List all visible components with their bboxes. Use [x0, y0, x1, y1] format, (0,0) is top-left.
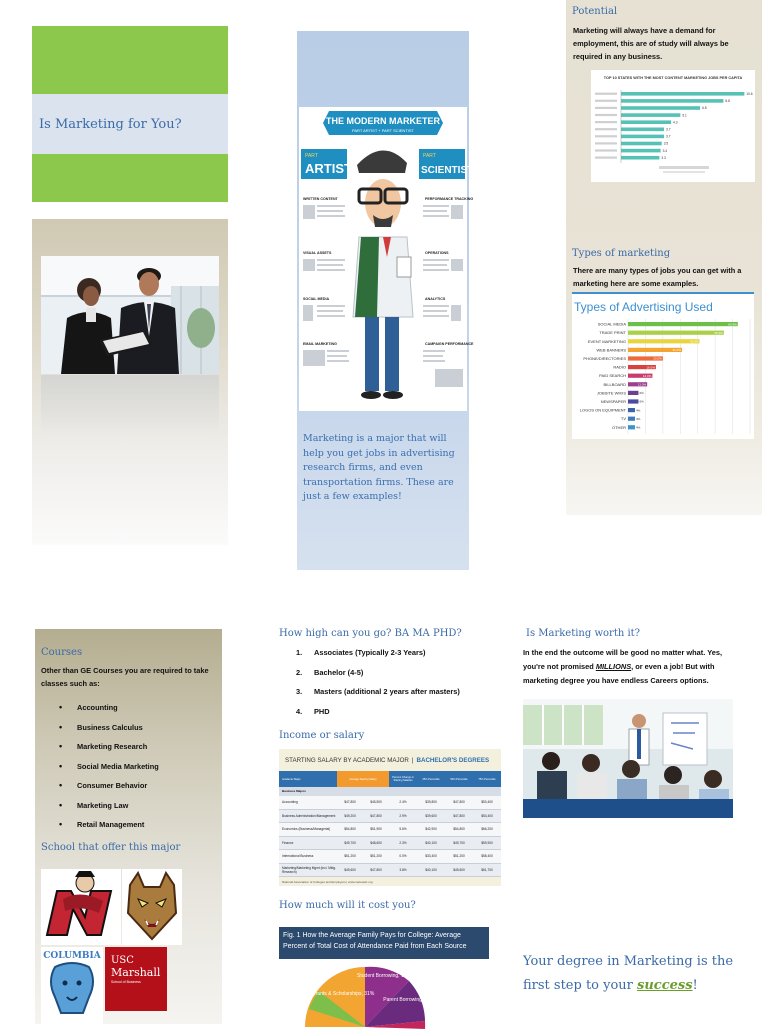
title-card: [32, 26, 228, 202]
marshall-text: Marshall: [111, 966, 161, 979]
millions-text: MILLIONS: [595, 662, 632, 671]
list-item: • Consumer Behavior: [35, 776, 222, 796]
state-bar-value: 3.4: [662, 148, 668, 153]
table-cell: International Business: [282, 854, 314, 859]
college-cost-chart: [279, 927, 489, 1024]
state-label-placeholder: [595, 93, 617, 95]
schools-heading: School that offer this major: [41, 842, 181, 853]
ads-bar: [628, 425, 635, 429]
state-bar-value: 4.3: [673, 120, 678, 125]
state-label-placeholder: [595, 142, 617, 144]
table-cell: $54,800: [344, 827, 356, 832]
types-text: There are many types of jobs you can get with a marketing here are some examples.: [573, 266, 742, 288]
pie-label-student: Student Borrowing, 13%: [357, 973, 411, 979]
ads-category-label: JOBSITE WIKIS: [596, 390, 626, 396]
table-cell: Marketing/Marketing Mgmt (incl. Mktg. Research): [282, 865, 337, 874]
right-item-3: ANALYTICS: [425, 297, 446, 301]
state-bar-value: 10.6: [746, 92, 753, 96]
ads-category-label: LOGOS ON EQUIPMENT: [579, 407, 626, 413]
state-bar: [621, 149, 661, 153]
list-item: • Marketing Research: [35, 737, 222, 757]
business-photo-panel: [32, 219, 228, 545]
ads-chart-title: Types of Advertising Used: [574, 300, 713, 314]
state-label-placeholder: [595, 121, 617, 123]
pie-label-parent: Parent Borrowing, 10%: [383, 997, 435, 1003]
right-tag: SCIENTIST: [421, 165, 474, 176]
table-cell: $39,600: [425, 813, 437, 818]
usc-marshall-logo: [105, 947, 167, 1011]
table-cell: $45,500: [370, 800, 382, 805]
salary-table-badge: BACHELOR'S DEGREES: [416, 756, 490, 764]
table-cell: $49,600: [453, 867, 465, 872]
table-cell: 5.6%: [399, 827, 407, 832]
cost-heading: How much will it cost you?: [279, 900, 416, 911]
cost-chart-title: Fig. 1 How the Average Family Pays for College: Average Percent of Total Cost of Attendance Paid from Each Source: [279, 927, 489, 959]
states-jobs-chart: [591, 70, 755, 182]
table-cell: $42,900: [425, 827, 437, 832]
table-row: [279, 864, 501, 878]
list-item: 2. Bachelor (4-5): [296, 667, 364, 677]
table-cell: $54,800: [453, 827, 465, 832]
ads-category-label: PAID SEARCH: [599, 373, 626, 379]
title-band: [32, 94, 228, 154]
success-text: success: [637, 978, 693, 993]
columbia-logo: [41, 947, 103, 1024]
infographic-banner-sub: PART ARTIST + PART SCIENTIST: [352, 128, 414, 133]
table-cell: Accounting: [282, 800, 298, 805]
modern-marketer-panel: [297, 31, 474, 570]
ads-bar: [628, 331, 724, 335]
salary-table: STARTING SALARY BY ACADEMIC MAJOR | BACHELOR'S DEGREES Academic Major Average Starting Salary Percent Change in Starting Salaries 25th Percentile 50th Percentile 75th Percentile Business Majors Accounting $47,800 $45,500 2.4% $39,800 $47,800 $53,400 Business Administration/Management $49,200 $47,800 2.9% $39,600 $47,800 $53,400 Economics (Business/Managerial) $54,800 $51,900 5.6% $42,900 $54,800 $66,200 Finance $49,700 $48,600 2.3% $40,100 $49,700 $59,900 International Business $51,200 $51,200 0.0% $33,400 $51,200 $58,400 Marketing/Marketing Mgmt (incl. Mktg. Research) $49,600 $47,800 3.8% $40,100 $49,600 $61,700 National Association of Colleges and Employers | www.naceweb.org: [279, 749, 501, 886]
table-cell: $49,700: [453, 840, 465, 845]
table-cell: $61,700: [481, 867, 493, 872]
salary-group: Business Majors: [279, 787, 501, 796]
table-row: [279, 850, 501, 864]
worth-text: In the end the outcome will be good no matter what. Yes, you're not promised MILLIONS, or even a job! But with marketing degree you have endless Careers options.: [523, 648, 723, 685]
potential-heading: Potential: [572, 6, 618, 17]
right-item-4: CAMPAIGN PERFORMANCE: [425, 342, 474, 346]
state-bar-value: 3.7: [666, 127, 671, 132]
ads-category-label: SOCIAL MEDIA: [597, 321, 626, 327]
ads-bar: [628, 399, 638, 403]
state-bar: [621, 113, 680, 117]
ads-category-label: PHONE/DIRECTORIES: [583, 356, 626, 361]
ads-bar: [628, 417, 635, 421]
table-cell: $47,800: [453, 813, 465, 818]
table-cell: $49,600: [344, 867, 356, 872]
state-label-placeholder: [595, 157, 617, 159]
state-bar-value: 8.8: [725, 99, 730, 104]
table-cell: 2.4%: [399, 800, 407, 805]
potential-panel: [566, 0, 762, 515]
ads-bar: [628, 391, 638, 395]
ads-category-label: TV: [620, 416, 626, 422]
table-row: [279, 837, 501, 851]
worth-heading: Is Marketing worth it?: [526, 628, 641, 639]
table-cell: $66,200: [481, 827, 493, 832]
table-cell: $47,800: [370, 867, 382, 872]
ads-bar-value: 6%: [639, 399, 644, 404]
state-bar: [621, 156, 659, 160]
state-bar: [621, 99, 723, 103]
ads-bar-value: 4%: [635, 425, 641, 430]
table-cell: $40,100: [425, 867, 437, 872]
table-cell: $59,900: [481, 840, 493, 845]
table-cell: 3.8%: [399, 867, 407, 872]
table-cell: $39,800: [425, 800, 437, 805]
ads-bar-value: 20.0%: [653, 356, 662, 361]
ads-bar-value: 14.0%: [642, 373, 652, 378]
table-cell: $53,400: [481, 800, 493, 805]
list-item: 4. PHD: [296, 706, 330, 716]
table-cell: $51,200: [370, 854, 382, 859]
table-cell: Finance: [282, 840, 294, 845]
state-label-placeholder: [595, 128, 617, 130]
list-item: • Marketing Law: [35, 796, 222, 816]
ads-category-label: EVENT MARKETING: [587, 338, 626, 344]
list-item: • Social Media Marketing: [35, 757, 222, 777]
salary-source: National Association of Colleges and Employers | www.naceweb.org: [282, 880, 373, 884]
states-chart-title: TOP 10 STATES WITH THE MOST CONTENT MARKETING JOBS PER CAPITA: [603, 76, 743, 80]
list-item: 1. Associates (Typically 2-3 Years): [296, 648, 426, 657]
left-tag: ARTIST: [305, 161, 352, 176]
school-logos: [41, 869, 181, 1024]
table-cell: $47,800: [344, 800, 356, 805]
state-bar-value: 3.7: [666, 134, 671, 139]
ads-bar-value: 11.0%: [637, 382, 647, 387]
state-label-placeholder: [595, 114, 617, 116]
state-bar-value: 5.1: [682, 113, 687, 118]
degree-list: [296, 646, 460, 724]
table-cell: 2.3%: [399, 840, 407, 845]
modern-marketer-infographic: [299, 107, 474, 411]
pie-label-grants: Grants & Scholarships, 31%: [311, 991, 375, 997]
page-title: Is Marketing for You?: [39, 116, 182, 132]
business-people-photo: [41, 256, 219, 374]
ads-category-label: OTHER: [612, 424, 626, 430]
state-label-placeholder: [595, 107, 617, 109]
potential-text: Marketing will always have a demand for employment, this are of study will always be required in any business.: [573, 26, 729, 61]
table-cell: $58,400: [481, 854, 493, 859]
ads-bar: [628, 408, 635, 412]
state-bar: [621, 92, 744, 96]
list-item: • Retail Management: [35, 815, 222, 835]
list-item: • Accounting: [35, 698, 222, 718]
state-bar: [621, 120, 671, 124]
ads-bar-value: 6%: [639, 391, 644, 396]
salary-rows: [279, 796, 501, 877]
ads-bar-value: 41.0%: [689, 339, 699, 344]
table-cell: $49,700: [344, 840, 356, 845]
ads-bar-value: 4%: [635, 408, 641, 413]
usc-text: USC: [111, 955, 134, 966]
ads-bar: [628, 322, 738, 326]
state-bar: [621, 142, 662, 146]
table-cell: Economics (Business/Managerial): [282, 827, 331, 832]
list-item: • Business Calculus: [35, 718, 222, 738]
table-row: [279, 810, 501, 824]
ads-category-label: BILLBOARD: [603, 381, 626, 387]
list-item: 3. Masters (additional 2 years after masters): [296, 687, 460, 696]
ads-category-label: NEWSPAPER: [600, 399, 626, 404]
left-tag-small: PART: [305, 153, 318, 159]
closing-statement: Your degree in Marketing is the first step to your success!: [523, 954, 734, 993]
ads-bar-value: 63.0%: [728, 322, 737, 327]
state-bar: [621, 135, 664, 139]
state-bar-value: 6.8: [702, 106, 707, 111]
left-item-1: WRITTEN CONTENT: [303, 197, 338, 201]
left-item-4: EMAIL MARKETING: [303, 342, 337, 346]
table-cell: $51,200: [344, 854, 356, 859]
table-cell: $51,900: [370, 827, 382, 832]
right-item-2: OPERATIONS: [425, 251, 449, 255]
state-bar-value: 3.3: [661, 155, 666, 160]
state-label-placeholder: [595, 100, 617, 102]
income-heading: Income or salary: [279, 730, 365, 741]
right-item-1: PERFORMANCE TRACKING: [425, 197, 474, 201]
ads-category-label: RADIO: [613, 364, 626, 370]
table-row: [279, 823, 501, 837]
ads-bar-value: 55.0%: [714, 330, 723, 335]
left-item-2: VISUAL ASSETS: [303, 251, 332, 255]
marketing-jobs-caption: Marketing is a major that will help you get jobs in advertising research firms, and even transportation firms. These are just a few examples!: [303, 433, 455, 502]
infographic-banner: THE MODERN MARKETER: [326, 116, 440, 126]
ads-bar-value: 4%: [635, 416, 641, 421]
table-cell: $47,800: [453, 800, 465, 805]
table-cell: $49,200: [344, 813, 356, 818]
school-of-business-text: School of Business: [111, 980, 141, 984]
state-label-placeholder: [595, 149, 617, 151]
degree-heading: How high can you go? BA MA PHD?: [279, 628, 462, 639]
right-tag-small: PART: [423, 153, 436, 159]
ads-bar-value: 31.0%: [672, 348, 682, 353]
table-cell: $40,100: [425, 840, 437, 845]
left-item-3: SOCIAL MEDIA: [303, 297, 330, 301]
nicholls-logo: [41, 869, 121, 945]
types-heading: Types of marketing: [572, 248, 671, 259]
bobcat-logo: [122, 869, 182, 945]
state-bar: [621, 128, 664, 132]
table-cell: Business Administration/Management: [282, 813, 336, 818]
salary-table-title: STARTING SALARY BY ACADEMIC MAJOR: [285, 756, 409, 764]
photo-reflection: [41, 375, 219, 435]
courses-intro: Other than GE Courses you are required to take classes such as:: [41, 666, 209, 688]
courses-panel: [35, 629, 222, 1024]
state-bar: [621, 106, 700, 110]
table-cell: $53,400: [481, 813, 493, 818]
advertising-types-chart: [572, 292, 754, 439]
table-cell: $47,800: [370, 813, 382, 818]
courses-heading: Courses: [41, 647, 83, 658]
course-list: [35, 698, 222, 835]
ads-category-label: WEB BANNERS: [596, 347, 626, 353]
ads-category-label: TRADE PRINT: [599, 330, 626, 336]
columbia-logo-text: COLUMBIA: [43, 951, 101, 961]
table-cell: $33,400: [425, 854, 437, 859]
salary-table-header: Academic Major Average Starting Salary Percent Change in Starting Salaries 25th Percentile 50th Percentile 75th Percentile: [279, 771, 501, 787]
table-cell: 0.0%: [399, 854, 407, 859]
table-row: [279, 796, 501, 810]
table-cell: $48,600: [370, 840, 382, 845]
classroom-photo: [523, 699, 733, 818]
ads-bar: [628, 339, 699, 343]
table-cell: $51,200: [453, 854, 465, 859]
state-bar-value: 3.5: [663, 141, 669, 146]
state-label-placeholder: [595, 135, 617, 137]
table-cell: 2.9%: [399, 813, 407, 818]
ads-bar-value: 16.0%: [646, 365, 655, 370]
